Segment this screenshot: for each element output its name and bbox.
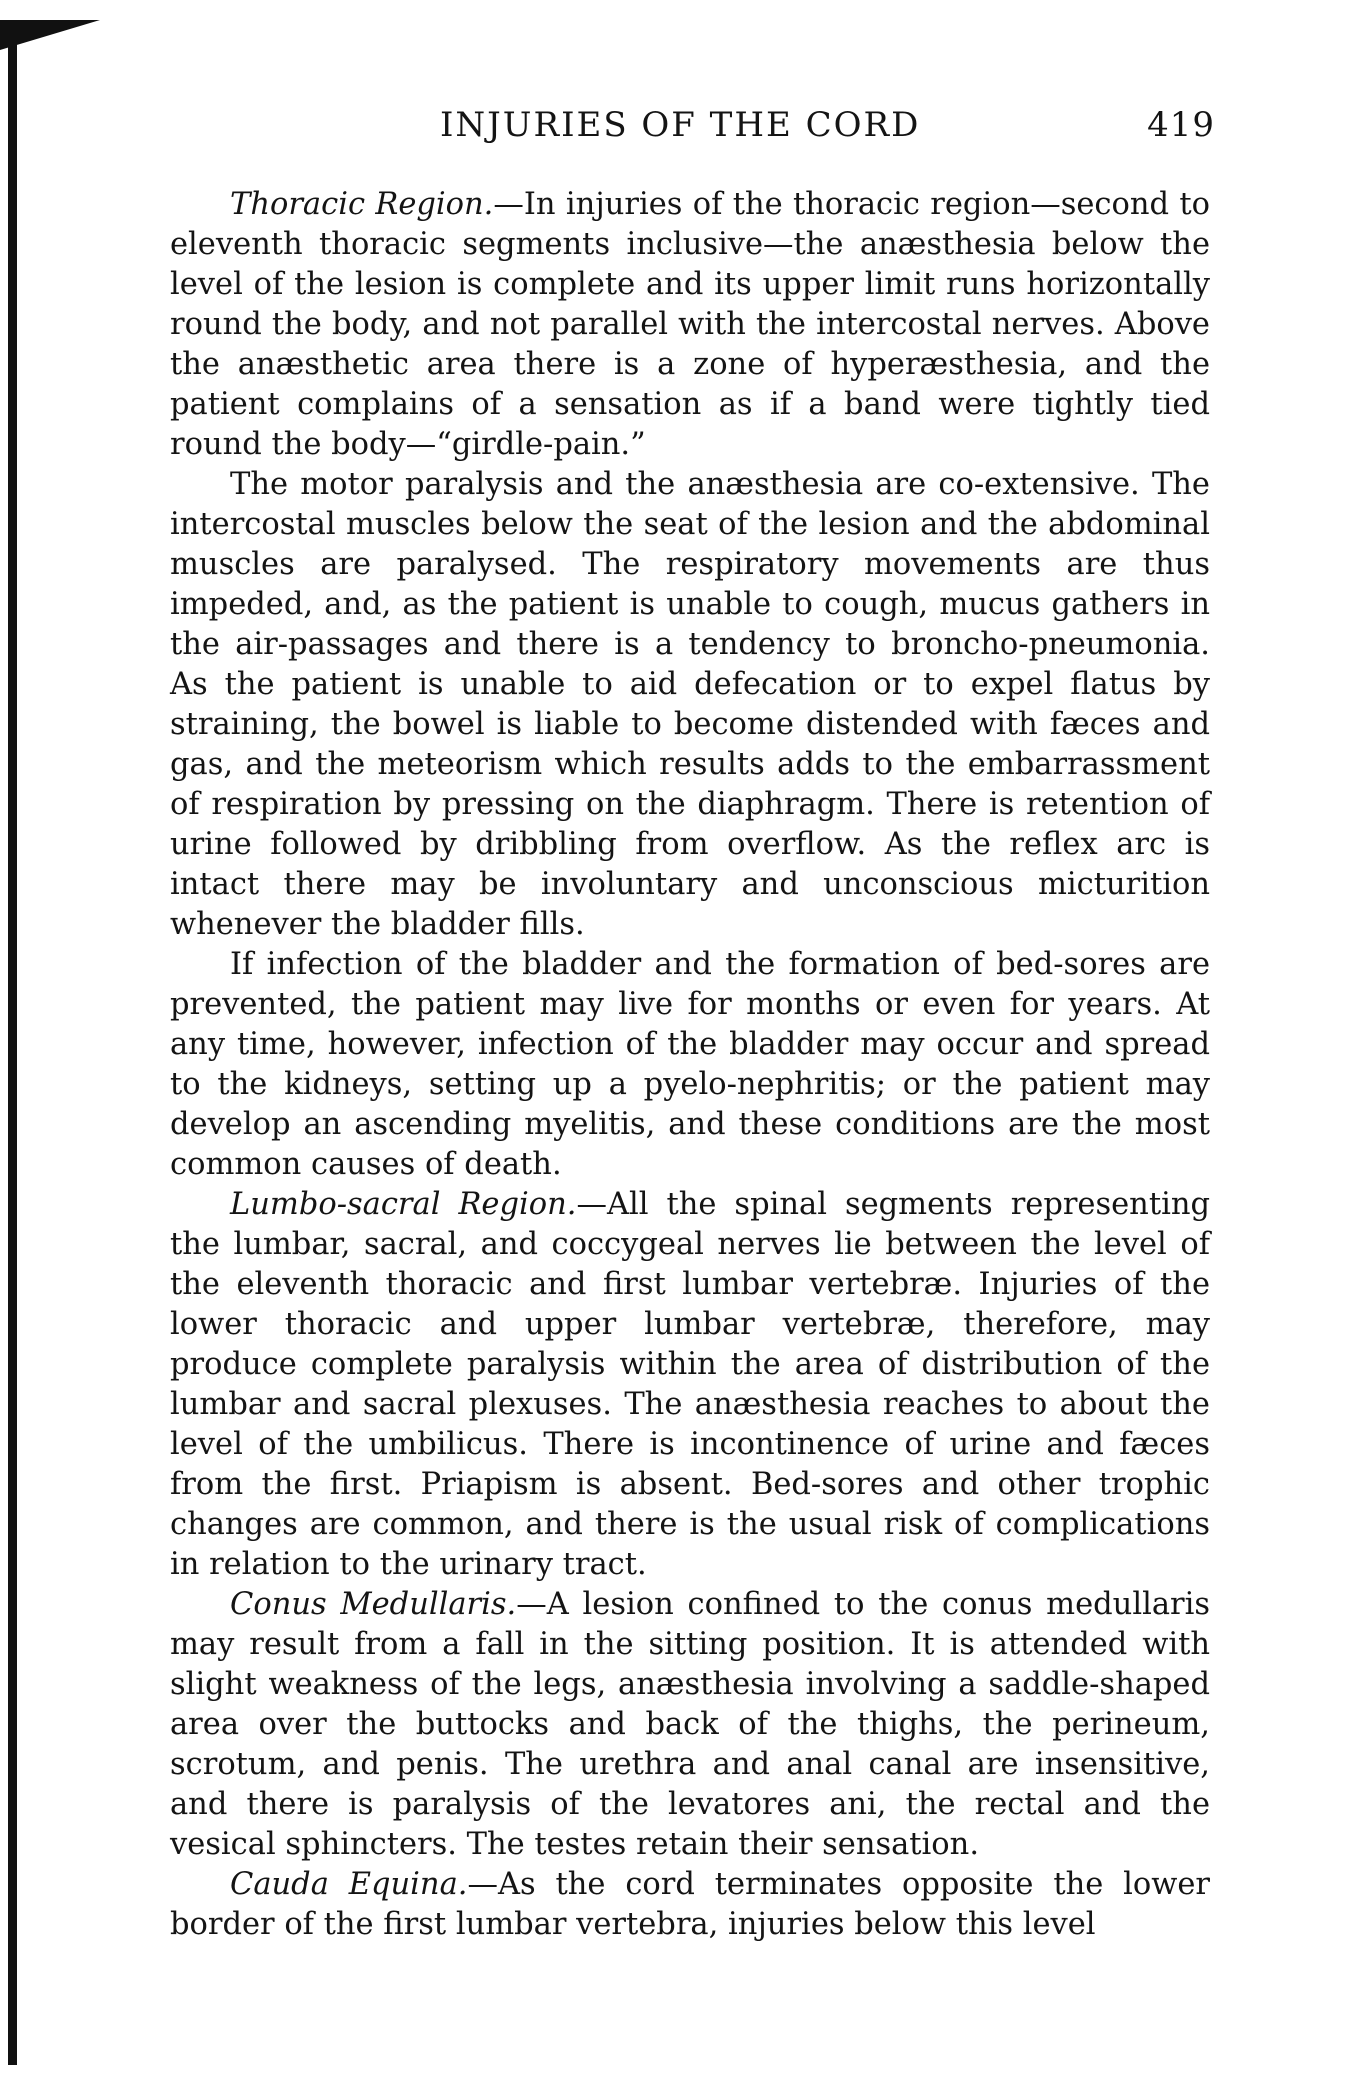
page-header	[170, 105, 1215, 165]
paragraph-thoracic-region	[170, 185, 1210, 465]
section-heading-cauda-equina: Cauda Equina.	[230, 1867, 468, 1902]
paragraph-text: The motor paralysis and the anæsthesia are co-extensive. The intercostal muscles below the seat of the lesion and the abdominal muscles are paralysed. The respiratory movements are thus impeded, and, as the patient is unable to cough, mucus gathers in the air-passages and there is a tendency to broncho-pneumonia. As the patient is unable to aid defecation or to expel flatus by straining, the bowel is liable to become distended with fæces and gas, and the meteorism which results adds to the embarrassment of respiration by pressing on the diaphragm. There is retention of urine followed by dribbling from overflow. As the reflex arc is intact there may be involuntary and unconscious micturition whenever the bladder fills.	[170, 467, 1210, 942]
paragraph-text: —All the spinal segments representing the lumbar, sacral, and coccygeal nerves lie between the level of the eleventh thoracic and first lumbar vertebræ. Injuries of the lower thoracic and upper lumbar vertebræ, therefore, may produce complete paralysis within the area of distribution of the lumbar and sacral plexuses. The anæsthesia reaches to about the level of the umbilicus. There is incontinence of urine and fæces from the first. Priapism is absent. Bed-sores and other trophic changes are common, and there is the usual risk of complications in relation to the urinary tract.	[170, 1187, 1211, 1582]
binding-edge-rule	[8, 20, 17, 2065]
paragraph-cauda-equina	[170, 1865, 1210, 1945]
paragraph-text: —In injuries of the thoracic region—second to eleventh thoracic segments inclusive—the anæsthesia below the level of the lesion is complete and its upper limit runs horizontally round the body, and not parallel with the intercostal nerves. Above the anæsthetic area there is a zone of hyperæsthesia, and the patient complains of a sensation as if a band were tightly tied round the body—“girdle-pain.”	[170, 187, 1210, 462]
paragraph-text: If infection of the bladder and the formation of bed-sores are prevented, the patient may live for months or even for years. At any time, however, infection of the bladder may occur and spread to the kidneys, setting up a pyelo-nephritis; or the patient may develop an ascending myelitis, and these conditions are the most common causes of death.	[170, 947, 1210, 1182]
section-heading-thoracic-region: Thoracic Region.	[230, 187, 494, 222]
paragraph-lumbo-sacral-region	[170, 1185, 1210, 1585]
paragraph-motor-paralysis	[170, 465, 1210, 945]
body-text	[170, 185, 1210, 1945]
paragraph-conus-medullaris	[170, 1585, 1210, 1865]
running-head: INJURIES OF THE CORD	[440, 105, 921, 145]
paragraph-infection	[170, 945, 1210, 1185]
page-number: 419	[1147, 105, 1215, 145]
section-heading-lumbo-sacral-region: Lumbo-sacral Region.	[230, 1187, 577, 1222]
paragraph-text: —As the cord terminates opposite the lower border of the first lumbar vertebra, injuries below this level	[170, 1867, 1210, 1942]
section-heading-conus-medullaris: Conus Medullaris.	[230, 1587, 517, 1622]
paragraph-text: —A lesion confined to the conus medullaris may result from a fall in the sitting position. It is attended with slight weakness of the legs, anæsthesia involving a saddle-shaped area over the buttocks and back of the thighs, the perineum, scrotum, and penis. The urethra and anal canal are insensitive, and there is paralysis of the levatores ani, the rectal and the vesical sphincters. The testes retain their sensation.	[170, 1587, 1210, 1862]
